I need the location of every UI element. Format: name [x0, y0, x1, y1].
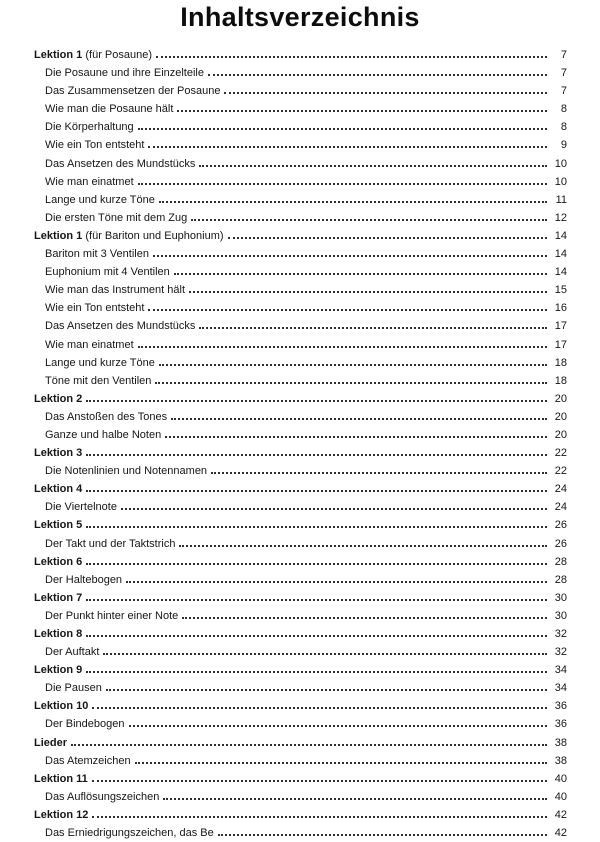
- toc-entry-label: Der Haltebogen: [45, 573, 123, 586]
- toc-page-number: 12: [554, 211, 567, 224]
- toc-entry-label: Die Posaune und ihre Einzelteile: [45, 67, 204, 80]
- toc-entry-label: Lektion 6: [34, 555, 83, 568]
- toc-page-number: 17: [554, 320, 567, 333]
- toc-page-number: 18: [554, 356, 567, 369]
- toc-entry-label: Lektion 2: [34, 392, 83, 405]
- toc-dot-leader: [199, 327, 547, 329]
- toc-entry-label: Das Auflösungszeichen: [45, 790, 160, 803]
- toc-dot-leader: [159, 201, 547, 203]
- toc-dot-leader: [71, 744, 547, 746]
- toc-section-row: [34, 806, 567, 824]
- toc-sub-row: [34, 535, 567, 553]
- toc-page-number: 32: [554, 628, 567, 640]
- toc-entry-label: Das Anstoßen des Tones: [45, 410, 168, 423]
- toc-page-number: 14: [554, 248, 567, 261]
- toc-sub-row: [34, 136, 567, 154]
- toc-page-number: 8: [560, 103, 567, 116]
- toc-sub-row: [34, 571, 567, 589]
- toc-sub-row: [34, 679, 567, 697]
- toc-page-number: 9: [560, 139, 567, 152]
- toc-page-number: 7: [560, 85, 567, 98]
- toc-section-row: [34, 553, 567, 571]
- toc-sub-row: [34, 336, 567, 354]
- toc-page-number: 16: [554, 302, 567, 315]
- toc-page-number: 30: [554, 609, 567, 622]
- toc-entry-label: Lange und kurze Töne: [45, 356, 155, 369]
- toc-dot-leader: [159, 364, 547, 366]
- toc-page-number: 38: [554, 754, 567, 767]
- toc-entry-label: Lektion 1 (für Bariton und Euphonium): [34, 229, 224, 242]
- toc-dot-leader: [208, 74, 547, 76]
- toc-entry-label: Lektion 11: [34, 772, 88, 785]
- toc-sub-row: [34, 372, 567, 390]
- toc-dot-leader: [174, 273, 547, 275]
- toc-dot-leader: [163, 798, 547, 800]
- toc-section-row: [34, 625, 567, 643]
- toc-section-row: [34, 770, 567, 788]
- toc-section-row: [34, 390, 567, 408]
- toc-page-number: 34: [554, 682, 567, 695]
- toc-page-number: 22: [554, 465, 567, 478]
- toc-entry-label: Der Takt und der Taktstrich: [45, 537, 176, 550]
- toc-page-number: 7: [560, 67, 567, 80]
- toc-sub-row: [34, 408, 567, 426]
- toc-page-number: 30: [554, 591, 567, 604]
- toc-section-row: [34, 734, 567, 752]
- toc-entry-label: Euphonium mit 4 Ventilen: [45, 266, 170, 279]
- toc-page-number: 28: [554, 555, 567, 568]
- toc-page-number: 20: [554, 428, 567, 441]
- toc-page-number: 22: [554, 447, 567, 460]
- toc-page-number: 26: [554, 537, 567, 550]
- toc-entry-label: Wie man das Instrument hält: [45, 284, 186, 297]
- toc-entry-label: Das Atemzeichen: [45, 754, 131, 767]
- toc-dot-leader: [86, 490, 547, 492]
- toc-page-number: 17: [554, 338, 567, 351]
- toc-dot-leader: [156, 56, 547, 58]
- toc-entry-label: Wie ein Ton entsteht: [45, 139, 145, 152]
- toc-dot-leader: [218, 834, 547, 836]
- toc-sub-row: [34, 788, 567, 806]
- toc-sub-row: [34, 263, 567, 281]
- toc-dot-leader: [86, 599, 547, 601]
- toc-dot-leader: [171, 418, 547, 420]
- toc-dot-leader: [177, 110, 547, 112]
- toc-entry-label: Lektion 10: [34, 700, 89, 713]
- toc-page-number: 24: [554, 501, 567, 514]
- toc-page-number: 10: [554, 175, 567, 188]
- toc-section-row: [34, 227, 567, 245]
- toc-entry-label: Lektion 9: [34, 664, 83, 677]
- toc-page-number: 15: [554, 284, 567, 297]
- toc-entry-label: Der Auftakt: [45, 646, 100, 659]
- toc-section-row: [34, 480, 567, 498]
- toc-page-number: 7: [560, 49, 567, 61]
- toc-entry-label: Die Notenlinien und Notennamen: [45, 465, 208, 478]
- toc-section-row: [34, 589, 567, 607]
- toc-entry-label: Lektion 4: [34, 483, 83, 496]
- toc-sub-row: [34, 462, 567, 480]
- toc-sub-row: [34, 299, 567, 317]
- toc-dot-leader: [148, 309, 547, 311]
- toc-sub-row: [34, 118, 567, 136]
- toc-entry-label: Lektion 3: [34, 447, 83, 460]
- toc-sub-row: [34, 100, 567, 118]
- toc-entry-label: Bariton mit 3 Ventilen: [45, 248, 149, 261]
- toc-list: [34, 46, 567, 842]
- toc-sub-row: [34, 191, 567, 209]
- toc-entry-label: Wie man einatmet: [45, 175, 134, 188]
- toc-entry-label: Lieder: [34, 736, 68, 749]
- toc-page-number: 26: [554, 519, 567, 532]
- toc-dot-leader: [138, 183, 547, 185]
- toc-entry-label: Töne mit den Ventilen: [45, 374, 152, 387]
- toc-entry-label: Lektion 7: [34, 591, 83, 604]
- toc-entry-label: Lektion 12: [34, 808, 89, 821]
- toc-entry-label: Die Körperhaltung: [45, 121, 134, 134]
- toc-sub-row: [34, 64, 567, 82]
- toc-entry-label: Lektion 8: [34, 628, 83, 640]
- page-title: Inhaltsverzeichnis: [180, 2, 420, 32]
- toc-dot-leader: [228, 237, 547, 239]
- toc-entry-label: Die ersten Töne mit dem Zug: [45, 211, 188, 224]
- toc-dot-leader: [148, 146, 547, 148]
- toc-sub-row: [34, 498, 567, 516]
- toc-sub-row: [34, 82, 567, 100]
- toc-entry-label: Lektion 1 (für Posaune): [34, 49, 152, 61]
- toc-dot-leader: [179, 545, 547, 547]
- toc-dot-leader: [92, 780, 547, 782]
- toc-sub-row: [34, 824, 567, 842]
- toc-dot-leader: [138, 128, 547, 130]
- toc-dot-leader: [86, 635, 547, 637]
- toc-dot-leader: [224, 92, 547, 94]
- toc-dot-leader: [86, 454, 547, 456]
- toc-dot-leader: [86, 526, 547, 528]
- toc-entry-label: Das Ansetzen des Mundstücks: [45, 320, 196, 333]
- toc-entry-label: Wie man einatmet: [45, 338, 134, 351]
- toc-entry-label: Die Pausen: [45, 682, 102, 695]
- toc-page-number: 20: [554, 410, 567, 423]
- toc-page-number: 36: [554, 718, 567, 731]
- toc-page-number: 14: [554, 229, 567, 242]
- toc-dot-leader: [106, 689, 547, 691]
- toc-dot-leader: [191, 219, 547, 221]
- toc-page-number: 10: [554, 157, 567, 170]
- toc-page-number: 28: [554, 573, 567, 586]
- toc-sub-row: [34, 209, 567, 227]
- toc-section-row: [34, 46, 567, 64]
- toc-sub-row: [34, 752, 567, 770]
- toc-dot-leader: [86, 671, 547, 673]
- toc-page-number: 14: [554, 266, 567, 279]
- toc-entry-label: Ganze und halbe Noten: [45, 428, 162, 441]
- toc-page-number: 8: [560, 121, 567, 134]
- toc-entry-label: Wie man die Posaune hält: [45, 103, 174, 116]
- toc-sub-row: [34, 715, 567, 733]
- toc-dot-leader: [165, 436, 547, 438]
- toc-page-number: 42: [554, 808, 567, 821]
- toc-section-row: [34, 444, 567, 462]
- toc-sub-row: [34, 426, 567, 444]
- toc-dot-leader: [103, 653, 547, 655]
- toc-dot-leader: [129, 725, 547, 727]
- toc-page-number: 40: [554, 790, 567, 803]
- toc-entry-label: Der Bindebogen: [45, 718, 125, 731]
- toc-sub-row: [34, 155, 567, 173]
- toc-sub-row: [34, 281, 567, 299]
- toc-page-number: 32: [554, 646, 567, 659]
- toc-entry-label: Lange und kurze Töne: [45, 193, 155, 206]
- toc-page-number: 18: [554, 374, 567, 387]
- toc-page-number: 20: [554, 392, 567, 405]
- toc-sub-row: [34, 607, 567, 625]
- toc-sub-row: [34, 354, 567, 372]
- toc-page-number: 40: [554, 772, 567, 785]
- toc-entry-label: Lektion 5: [34, 519, 83, 532]
- toc-sub-row: [34, 317, 567, 335]
- toc-entry-label: Das Ansetzen des Mundstücks: [45, 157, 196, 170]
- toc-dot-leader: [155, 382, 547, 384]
- toc-sub-row: [34, 245, 567, 263]
- toc-dot-leader: [189, 291, 547, 293]
- toc-sub-row: [34, 173, 567, 191]
- toc-entry-label: Das Erniedrigungszeichen, das Be: [45, 827, 214, 840]
- toc-entry-label: Der Punkt hinter einer Note: [45, 609, 179, 622]
- toc-dot-leader: [135, 762, 547, 764]
- toc-section-row: [34, 661, 567, 679]
- toc-dot-leader: [86, 400, 547, 402]
- toc-page-number: 34: [554, 664, 567, 677]
- toc-dot-leader: [199, 165, 547, 167]
- toc-entry-label: Die Viertelnote: [45, 501, 117, 514]
- toc-dot-leader: [92, 816, 547, 818]
- toc-entry-label: Das Zusammensetzen der Posaune: [45, 85, 221, 98]
- toc-section-row: [34, 516, 567, 534]
- toc-dot-leader: [86, 563, 547, 565]
- toc-dot-leader: [138, 346, 547, 348]
- toc-dot-leader: [211, 472, 547, 474]
- toc-dot-leader: [126, 581, 547, 583]
- toc-dot-leader: [92, 707, 547, 709]
- toc-sub-row: [34, 643, 567, 661]
- toc-page-number: 42: [554, 827, 567, 840]
- toc-section-row: [34, 697, 567, 715]
- toc-page-number: 38: [554, 736, 567, 749]
- toc-page-number: 24: [554, 483, 567, 496]
- toc-page-number: 36: [554, 700, 567, 713]
- toc-dot-leader: [121, 508, 547, 510]
- toc-dot-leader: [153, 255, 547, 257]
- toc-dot-leader: [182, 617, 547, 619]
- toc-entry-label: Wie ein Ton entsteht: [45, 302, 145, 315]
- toc-page-number: 11: [555, 193, 567, 206]
